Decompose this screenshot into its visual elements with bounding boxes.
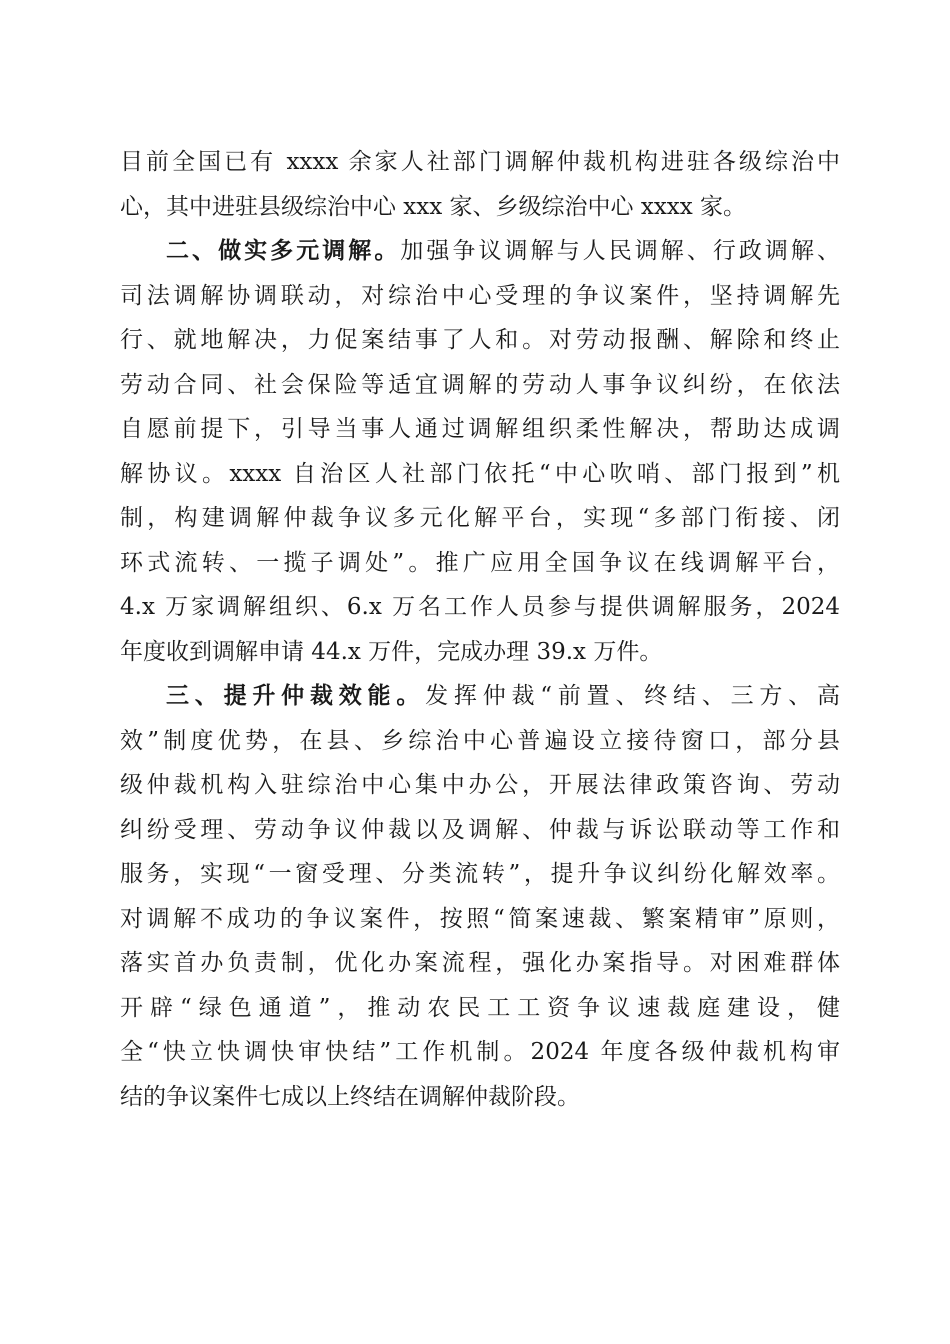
section-heading-arbitration: 三、提升仲裁效能。 [166,683,426,709]
text-line: 制，构建调解仲裁争议多元化解平台，实现“多部门衔接、闭 [120,505,840,531]
text-line: 效”制度优势，在县、乡综治中心普遍设立接待窗口，部分县 [120,727,840,754]
text-line: 解协议。xxxx 自治区人社部门依托“中心吹哨、部门报到”机 [120,460,840,487]
text-line [120,229,840,274]
text-line: 4.x 万家调解组织、6.x 万名工作人员参与提供调解服务，2024 [120,594,840,620]
text-line: 落实首办负责制，优化办案流程，强化办案指导。对困难群体 [120,950,840,976]
text-line: 纠纷受理、劳动争议仲裁以及调解、仲裁与诉讼联动等工作和 [120,816,840,843]
section-heading-mediation: 二、做实多元调解。 [166,238,401,264]
text-line: 年度收到调解申请 44.x 万件，完成办理 39.x 万件。 [120,638,663,665]
text-line: 结的争议案件七成以上终结在调解仲裁阶段。 [120,1083,580,1110]
text-span: 发挥仲裁“前置、终结、三方、高 [425,683,840,709]
text-line: 环式流转、一揽子调处”。推广应用全国争议在线调解平台， [120,549,840,576]
text-line: 目前全国已有 xxxx 余家人社部门调解仲裁机构进驻各级综治中 [120,149,840,175]
text-line: 开辟“绿色通道”，推动农民工工资争议速裁庭建设，健 [120,994,840,1021]
paragraph-mediation [120,229,840,674]
text-line: 全“快立快调快审快结”工作机制。2024 年度各级仲裁机构审 [120,1039,840,1065]
text-span: 加强争议调解与人民调解、行政调解、 [400,238,841,264]
text-line: 行、就地解决，力促案结事了人和。对劳动报酬、解除和终止 [120,327,840,353]
paragraph-arbitration [120,674,840,1119]
text-line: 劳动合同、社会保险等适宜调解的劳动人事争议纠纷，在依法 [120,371,840,398]
text-line: 心，其中进驻县级综治中心 xxx 家、乡级综治中心 xxxx 家。 [120,193,747,220]
text-line: 对调解不成功的争议案件，按照“简案速裁、繁案精审”原则， [120,905,840,932]
text-line: 服务，实现“一窗受理、分类流转”，提升争议纠纷化解效率。 [120,861,840,887]
paragraph-intro [120,140,840,229]
document-page [120,140,840,1119]
text-line: 司法调解协调联动，对综治中心受理的争议案件，坚持调解先 [120,282,840,309]
text-line: 自愿前提下，引导当事人通过调解组织柔性解决，帮助达成调 [120,416,840,442]
text-line [120,674,840,719]
text-line: 级仲裁机构入驻综治中心集中办公，开展法律政策咨询、劳动 [120,772,840,798]
